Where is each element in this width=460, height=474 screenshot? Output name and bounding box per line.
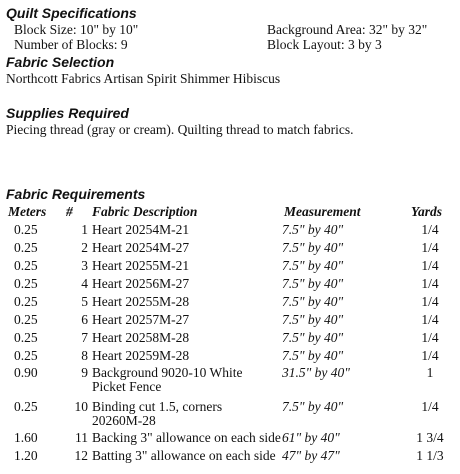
row-description: Heart 20255M-28: [92, 294, 190, 309]
block-size-text: Block Size: 10" by 10": [14, 22, 139, 37]
row-yards: 1/4: [421, 276, 439, 291]
row-measurement: 7.5" by 40": [282, 222, 344, 237]
row-meters: 0.25: [14, 348, 38, 363]
row-description: Heart 20259M-28: [92, 348, 190, 363]
row-meters: 0.25: [14, 222, 38, 237]
row-meters: 1.20: [14, 448, 38, 463]
row-number: 9: [81, 365, 88, 380]
row-meters: 0.25: [14, 294, 38, 309]
row-number: 3: [81, 258, 88, 273]
row-description: Batting 3" allowance on each side: [92, 448, 276, 463]
row-measurement: 7.5" by 40": [282, 312, 344, 327]
row-description: Heart 20254M-27: [92, 240, 190, 255]
row-number: 5: [81, 294, 88, 309]
row-yards: 1: [426, 365, 434, 380]
row-measurement: 61" by 40": [282, 430, 340, 445]
row-yards: 1 1/3: [416, 448, 444, 463]
row-number: 11: [75, 430, 88, 445]
row-meters: 0.25: [14, 312, 38, 327]
row-number: 7: [81, 330, 88, 345]
row-description: Heart 20254M-21: [92, 222, 190, 237]
row-number: 1: [81, 222, 88, 237]
row-meters: 1.60: [14, 430, 38, 445]
row-number: 2: [81, 240, 88, 255]
row-meters: 0.90: [14, 365, 38, 380]
row-measurement: 7.5" by 40": [282, 258, 344, 273]
row-number: 8: [81, 348, 88, 363]
row-description: Heart 20257M-27: [92, 312, 190, 327]
row-measurement: 7.5" by 40": [282, 276, 344, 291]
row-yards: 1/4: [421, 348, 439, 363]
column-header-measurement: Measurement: [284, 204, 361, 219]
row-description: Binding cut 1.5, corners 20260M-28: [92, 399, 223, 428]
row-measurement: 7.5" by 40": [282, 330, 344, 345]
row-measurement: 47" by 47": [282, 448, 340, 463]
row-yards: 1/4: [421, 312, 439, 327]
row-meters: 0.25: [14, 258, 38, 273]
row-number: 10: [74, 399, 88, 414]
row-yards: 1/4: [421, 258, 439, 273]
fabric-selection-text: Northcott Fabrics Artisan Spirit Shimmer Hibiscus: [6, 71, 281, 86]
row-meters: 0.25: [14, 399, 38, 414]
row-measurement: 7.5" by 40": [282, 348, 344, 363]
row-description: Backing 3" allowance on each side: [92, 430, 281, 445]
row-measurement: 31.5" by 40": [282, 365, 350, 380]
row-measurement: 7.5" by 40": [282, 399, 344, 414]
supplies-text: Piecing thread (gray or cream). Quilting thread to match fabrics.: [6, 122, 354, 137]
row-measurement: 7.5" by 40": [282, 240, 344, 255]
row-yards: 1/4: [421, 240, 439, 255]
column-header-yards: Yards: [411, 204, 443, 219]
row-yards: 1/4: [421, 330, 439, 345]
row-description: Heart 20255M-21: [92, 258, 190, 273]
row-yards: 1/4: [421, 222, 439, 237]
row-measurement: 7.5" by 40": [282, 294, 344, 309]
quilt-specs-heading: Quilt Specifications: [6, 5, 137, 21]
supplies-heading: Supplies Required: [6, 105, 129, 121]
row-yards: 1/4: [421, 294, 439, 309]
row-number: 6: [81, 312, 88, 327]
row-description: Heart 20256M-27: [92, 276, 190, 291]
fabric-selection-heading: Fabric Selection: [6, 54, 115, 70]
row-meters: 0.25: [14, 276, 38, 291]
row-description: Background 9020-10 White Picket Fence: [92, 365, 243, 394]
column-header-meters: Meters: [8, 204, 47, 219]
row-meters: 0.25: [14, 330, 38, 345]
row-yards: 1 3/4: [416, 430, 444, 445]
background-area-text: Background Area: 32" by 32": [267, 22, 428, 37]
block-layout-text: Block Layout: 3 by 3: [267, 37, 382, 52]
fabric-requirements-heading: Fabric Requirements: [6, 186, 146, 202]
row-meters: 0.25: [14, 240, 38, 255]
row-yards: 1/4: [421, 399, 439, 414]
number-of-blocks-text: Number of Blocks: 9: [14, 37, 128, 52]
row-description: Heart 20258M-28: [92, 330, 190, 345]
row-number: 4: [81, 276, 88, 291]
column-header-number: #: [66, 204, 73, 219]
column-header-description: Fabric Description: [92, 204, 198, 219]
row-number: 12: [74, 448, 88, 463]
